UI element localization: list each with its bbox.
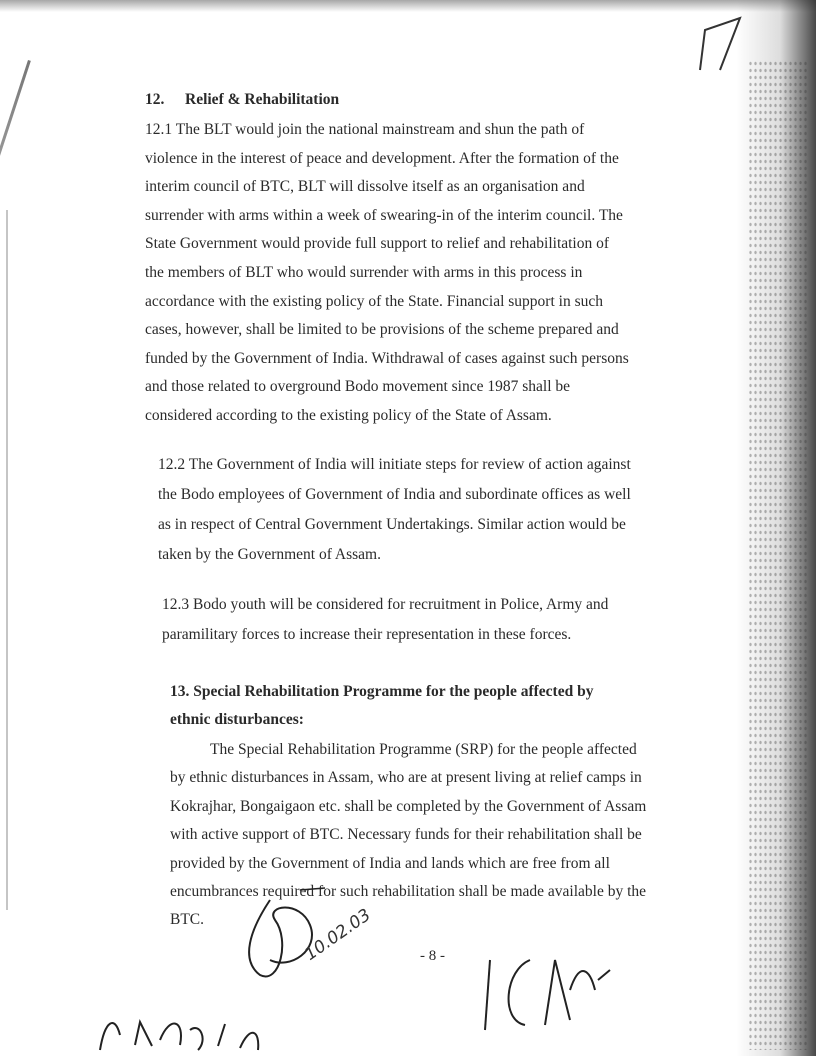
text-line: by ethnic disturbances in Assam, who are at present living at relief camps in bbox=[170, 769, 642, 787]
text-line: the Bodo employees of Government of India and subordinate offices as well bbox=[158, 486, 631, 503]
scan-noise-right bbox=[748, 60, 808, 1050]
text-line: and those related to overground Bodo movement since 1987 shall be bbox=[145, 378, 571, 396]
text-line: surrender with arms within a week of swearing-in of the interim council. The bbox=[145, 206, 623, 224]
text-line: considered according to the existing policy of the State of Assam. bbox=[145, 406, 552, 424]
text-line: 12.3 Bodo youth will be considered for recruitment in Police, Army and bbox=[162, 596, 609, 613]
text-line: 12.2 The Government of India will initiate steps for review of action against bbox=[158, 456, 631, 473]
text-line: 12.1 The BLT would join the national mainstream and shun the path of bbox=[145, 121, 585, 138]
text-line: provided by the Government of India and lands which are free from all bbox=[170, 854, 610, 872]
text-line: with active support of BTC. Necessary funds for their rehabilitation shall be bbox=[170, 826, 642, 844]
text-line: ethnic disturbances: bbox=[170, 711, 304, 728]
section-number: 12. bbox=[145, 91, 165, 108]
text-line: interim council of BTC, BLT will dissolve itself as an organisation and bbox=[145, 178, 585, 196]
text-line: 13. Special Rehabilitation Programme for the people affected by bbox=[170, 683, 594, 700]
corner-mark bbox=[690, 10, 760, 80]
text-line: cases, however, shall be limited to be provisions of the scheme prepared and bbox=[145, 321, 619, 339]
text-line: paramilitary forces to increase their representation in these forces. bbox=[162, 626, 572, 643]
text-line: accordance with the existing policy of the State. Financial support in such bbox=[145, 292, 603, 310]
signature-1-date: 10.02.03 bbox=[301, 905, 375, 965]
text-line: as in respect of Central Government Undertakings. Similar action would be bbox=[158, 516, 626, 533]
text-line: encumbrances required for such rehabilitation shall be made available by the bbox=[170, 882, 647, 900]
signature-2 bbox=[470, 930, 620, 1040]
text-line: BTC. bbox=[170, 911, 205, 929]
text-line: taken by the Government of Assam. bbox=[158, 546, 381, 563]
scan-line-left-2 bbox=[6, 210, 8, 910]
section-12-heading bbox=[145, 88, 693, 112]
signature-1 bbox=[230, 880, 380, 990]
text-line: Kokrajhar, Bongaigaon etc. shall be completed by the Government of Assam bbox=[170, 797, 647, 815]
paragraph-12-1 bbox=[145, 116, 693, 431]
text-line: violence in the interest of peace and development. After the formation of the bbox=[145, 149, 619, 167]
paragraph-12-2 bbox=[158, 450, 676, 570]
initials-bottom-left bbox=[90, 1010, 290, 1056]
text-line: funded by the Government of India. Withdrawal of cases against such persons bbox=[145, 349, 629, 367]
page-number: - 8 - bbox=[420, 948, 445, 964]
text-line: The Special Rehabilitation Programme (SRP) for the people affected bbox=[210, 741, 637, 758]
scan-line-left bbox=[0, 60, 31, 403]
section-13-heading bbox=[170, 678, 682, 734]
paragraph-12-3 bbox=[162, 590, 680, 650]
text-line: State Government would provide full support to relief and rehabilitation of bbox=[145, 235, 610, 253]
section-title: Relief & Rehabilitation bbox=[185, 91, 340, 108]
text-line: the members of BLT who would surrender with arms in this process in bbox=[145, 263, 583, 281]
